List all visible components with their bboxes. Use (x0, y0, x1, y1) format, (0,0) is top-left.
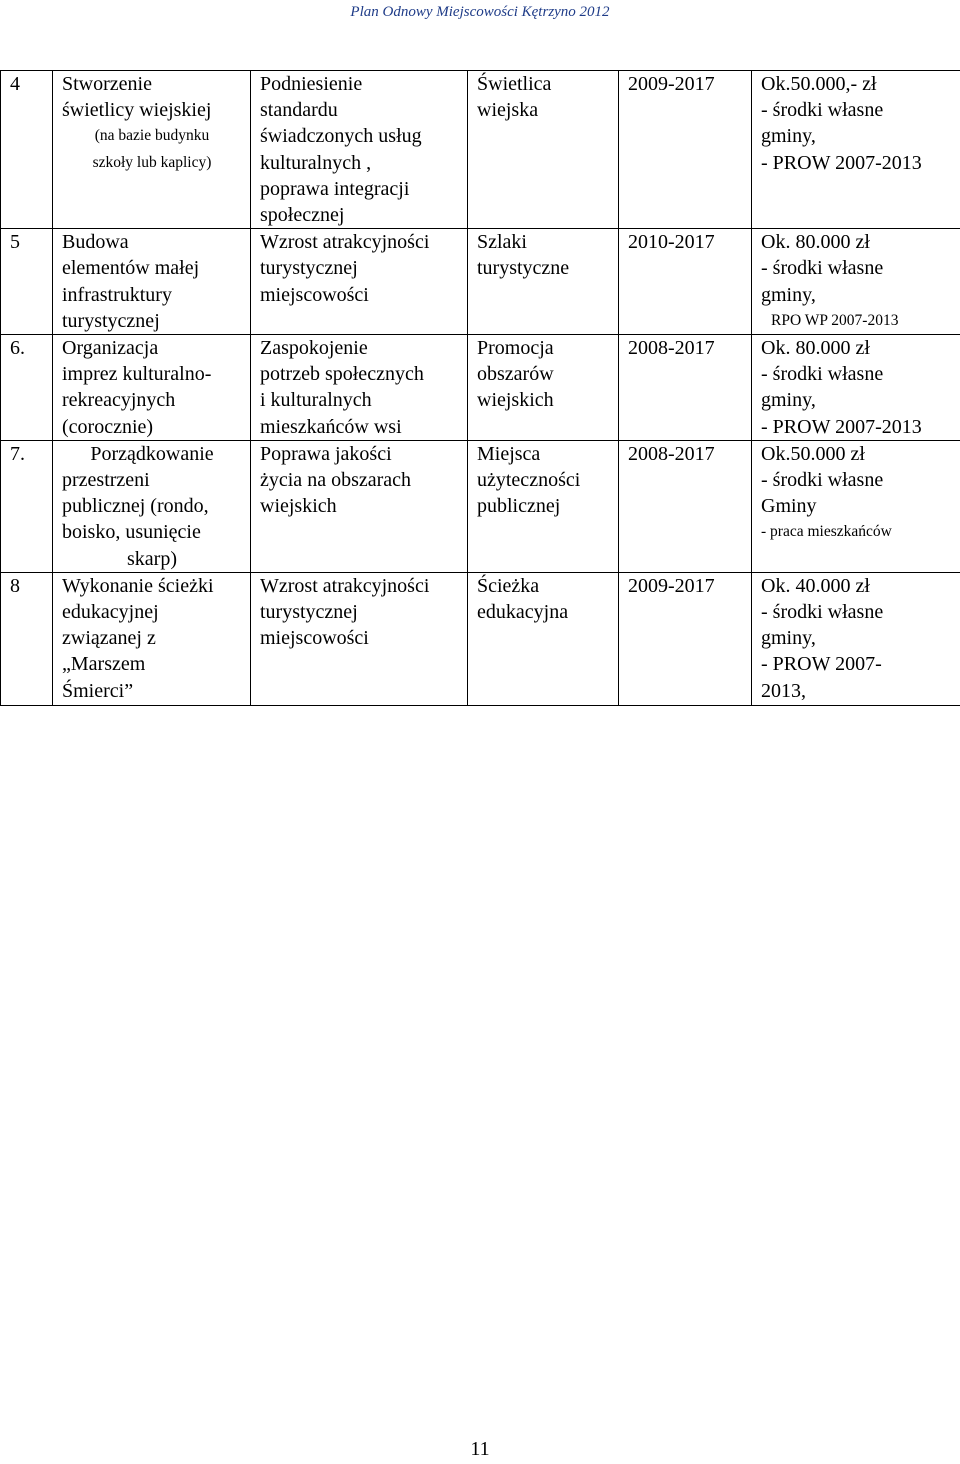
task-line: szkoły lub kaplicy) (92, 153, 212, 171)
funding-line: - PROW 2007-2013 (761, 151, 922, 174)
goal-line: świadczonych usług (260, 125, 422, 148)
object-line: Promocja (477, 337, 554, 360)
plan-table (0, 70, 960, 706)
task-line: publicznej (rondo, (62, 495, 209, 518)
goal-cell (251, 572, 468, 705)
funding-line: Gminy (761, 495, 817, 518)
funding-line: - środki własne (761, 257, 884, 280)
goal-line: potrzeb społecznych (260, 363, 424, 386)
goal-cell (251, 71, 468, 229)
task-line: Budowa (62, 231, 129, 254)
funding-line: Ok.50.000,- zł (761, 73, 877, 95)
funding-cell (752, 71, 960, 229)
task-line: skarp) (127, 547, 177, 570)
goal-line: Wzrost atrakcyjności (260, 574, 430, 597)
funding-cell (752, 229, 960, 335)
goal-line: Wzrost atrakcyjności (260, 231, 430, 254)
object-line: Świetlica (477, 73, 552, 95)
task-line: Wykonanie ścieżki (62, 574, 214, 597)
object-line: obszarów (477, 363, 554, 386)
task-line: Stworzenie (62, 73, 152, 95)
funding-line: gminy, (761, 389, 816, 412)
task-line: (corocznie) (62, 415, 154, 438)
goal-line: Zaspokojenie (260, 337, 368, 360)
task-cell (53, 71, 251, 229)
funding-line: Ok. 80.000 zł (761, 231, 870, 254)
period-cell: 2009-2017 (619, 71, 752, 229)
goal-line: i kulturalnych (260, 389, 372, 412)
goal-line: mieszkańców wsi (260, 415, 402, 438)
funding-line: gminy, (761, 627, 816, 650)
task-cell (53, 335, 251, 441)
object-line: Miejsca (477, 442, 541, 465)
task-cell (53, 572, 251, 705)
funding-line: gminy, (761, 283, 816, 306)
goal-line: życia na obszarach (260, 469, 412, 492)
goal-line: wiejskich (260, 495, 337, 518)
funding-line: - środki własne (761, 601, 884, 624)
task-line: związanej z (62, 627, 156, 650)
funding-cell (752, 572, 960, 705)
task-line: imprez kulturalno- (62, 363, 212, 386)
object-cell (468, 71, 619, 229)
object-line: edukacyjna (477, 601, 569, 624)
table-row (1, 71, 960, 229)
period-cell: 2008-2017 (619, 335, 752, 441)
task-line: boisko, usunięcie (62, 521, 201, 544)
object-line: wiejska (477, 99, 539, 122)
funding-line: RPO WP 2007-2013 (771, 311, 899, 329)
funding-line: - środki własne (761, 469, 884, 492)
funding-line: - PROW 2007- (761, 653, 882, 676)
table-row (1, 335, 960, 441)
task-line: świetlicy wiejskiej (62, 99, 212, 122)
row-number: 4 (1, 71, 53, 229)
funding-line: 2013, (761, 679, 806, 702)
table-row (1, 229, 960, 335)
goal-line: turystycznej (260, 601, 358, 624)
goal-line: standardu (260, 99, 338, 122)
funding-cell (752, 335, 960, 441)
period-cell: 2009-2017 (619, 572, 752, 705)
task-cell (53, 440, 251, 572)
period-cell: 2010-2017 (619, 229, 752, 335)
funding-line: - środki własne (761, 363, 884, 386)
object-line: turystyczne (477, 257, 570, 280)
funding-line: - PROW 2007-2013 (761, 415, 922, 438)
task-line: przestrzeni (62, 469, 150, 492)
goal-cell (251, 335, 468, 441)
funding-line: Ok. 80.000 zł (761, 337, 870, 360)
task-cell (53, 229, 251, 335)
task-line: edukacyjnej (62, 601, 159, 624)
object-cell (468, 440, 619, 572)
object-line: wiejskich (477, 389, 554, 412)
goal-line: poprawa integracji (260, 177, 410, 200)
object-cell (468, 229, 619, 335)
task-line: rekreacyjnych (62, 389, 176, 412)
task-line: Organizacja (62, 337, 159, 360)
object-line: Szlaki (477, 231, 527, 254)
funding-line: Ok. 40.000 zł (761, 574, 870, 597)
row-number: 7. (1, 440, 53, 572)
row-number: 6. (1, 335, 53, 441)
goal-line: kulturalnych , (260, 151, 372, 174)
row-number: 5 (1, 229, 53, 335)
goal-line: społecznej (260, 204, 345, 227)
period-cell: 2008-2017 (619, 440, 752, 572)
funding-line: - praca mieszkańców (761, 523, 892, 541)
funding-line: Ok.50.000 zł (761, 442, 865, 465)
task-line: elementów małej (62, 257, 200, 280)
funding-cell (752, 440, 960, 572)
object-line: publicznej (477, 495, 561, 518)
task-line: „Marszem (62, 653, 146, 676)
table-row (1, 440, 960, 572)
row-number: 8 (1, 572, 53, 705)
task-line: Porządkowanie (90, 442, 214, 465)
task-line: infrastruktury (62, 283, 172, 306)
goal-line: turystycznej (260, 257, 358, 280)
table-row (1, 572, 960, 705)
goal-line: Podniesienie (260, 73, 363, 95)
task-line: Śmierci” (62, 679, 134, 702)
task-line: (na bazie budynku (94, 127, 210, 145)
goal-line: miejscowości (260, 283, 369, 306)
goal-cell (251, 229, 468, 335)
object-line: użyteczności (477, 469, 581, 492)
object-cell (468, 335, 619, 441)
goal-cell (251, 440, 468, 572)
goal-line: miejscowości (260, 627, 369, 650)
object-line: Ścieżka (477, 574, 540, 597)
page-number: 11 (470, 1438, 490, 1460)
funding-line: gminy, (761, 125, 816, 148)
funding-line: - środki własne (761, 99, 884, 122)
goal-line: Poprawa jakości (260, 442, 392, 465)
task-line: turystycznej (62, 309, 160, 332)
page-header-title: Plan Odnowy Miejscowości Kętrzyno 2012 (350, 4, 610, 20)
object-cell (468, 572, 619, 705)
